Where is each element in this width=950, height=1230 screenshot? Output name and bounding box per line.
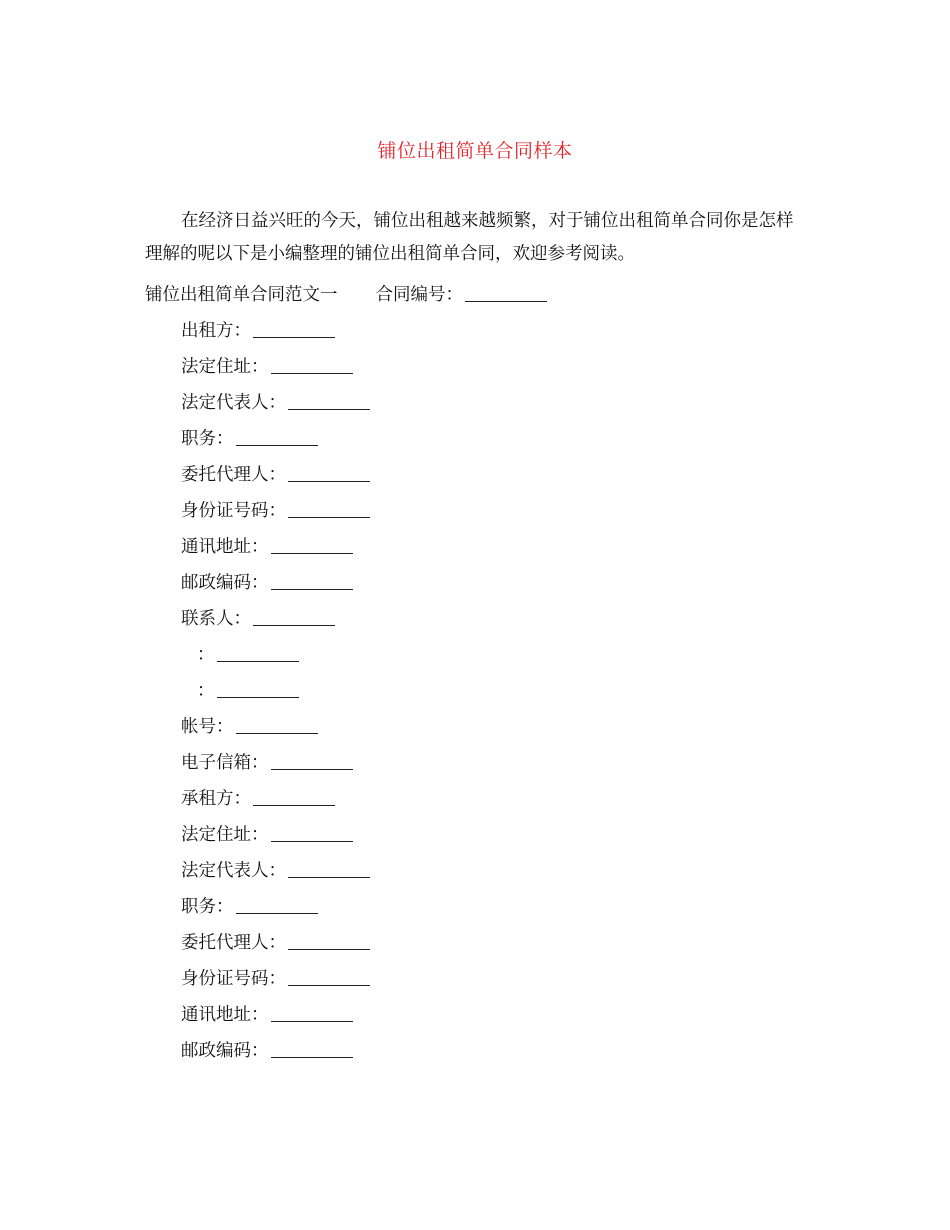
field-blank-line	[271, 1039, 353, 1058]
field-label: 通讯地址：	[181, 1005, 269, 1025]
field-label: 邮政编码：	[181, 1041, 269, 1061]
field-label: 法定住址：	[181, 357, 269, 377]
field-label: 身份证号码：	[181, 501, 286, 521]
party-fields-list	[181, 316, 370, 1072]
field-label: 帐号：	[181, 717, 234, 737]
field-label: 身份证号码：	[181, 969, 286, 989]
form-field-row	[181, 604, 370, 640]
form-field-row	[181, 928, 370, 964]
form-field-row	[181, 316, 370, 352]
form-field-row	[181, 1036, 370, 1072]
form-field-row	[181, 820, 370, 856]
form-field-row	[181, 784, 370, 820]
form-field-row	[181, 532, 370, 568]
form-field-row	[181, 640, 370, 676]
field-label: 承租方：	[181, 789, 251, 809]
sample-heading: 铺位出租简单合同范文一	[145, 285, 338, 305]
form-field-row	[181, 676, 370, 712]
field-blank-line	[288, 391, 370, 410]
field-blank-line	[253, 607, 335, 626]
field-blank-line	[271, 823, 353, 842]
field-blank-line	[236, 895, 318, 914]
field-label: 委托代理人：	[181, 933, 286, 953]
field-label: 职务：	[181, 897, 234, 917]
form-field-row	[181, 424, 370, 460]
field-label: ：	[197, 645, 215, 665]
field-label: 法定住址：	[181, 825, 269, 845]
field-blank-line	[288, 931, 370, 950]
field-blank-line	[271, 571, 353, 590]
field-blank-line	[288, 859, 370, 878]
form-field-row	[181, 352, 370, 388]
field-blank-line	[288, 463, 370, 482]
form-field-row	[181, 964, 370, 1000]
field-blank-line	[217, 643, 299, 662]
field-blank-line	[288, 967, 370, 986]
form-field-row	[181, 856, 370, 892]
field-blank-line	[271, 355, 353, 374]
field-label: 邮政编码：	[181, 573, 269, 593]
sample-heading-line	[145, 280, 547, 310]
field-blank-line	[288, 499, 370, 518]
field-blank-line	[253, 319, 335, 338]
form-field-row	[181, 568, 370, 604]
field-label: 出租方：	[181, 321, 251, 341]
field-blank-line	[253, 787, 335, 806]
form-field-row	[181, 892, 370, 928]
field-blank-line	[236, 427, 318, 446]
contract-number-label: 合同编号：	[375, 285, 463, 305]
field-label: 电子信箱：	[181, 753, 269, 773]
form-field-row	[181, 460, 370, 496]
field-blank-line	[236, 715, 318, 734]
field-label: 委托代理人：	[181, 465, 286, 485]
document-title: 铺位出租简单合同样本	[377, 140, 573, 162]
field-label: 法定代表人：	[181, 861, 286, 881]
field-blank-line	[271, 535, 353, 554]
field-label: 职务：	[181, 429, 234, 449]
field-blank-line	[217, 679, 299, 698]
field-label: ：	[197, 681, 215, 701]
field-label: 法定代表人：	[181, 393, 286, 413]
field-label: 通讯地址：	[181, 537, 269, 557]
field-label: 联系人：	[181, 609, 251, 629]
form-field-row	[181, 388, 370, 424]
contract-number-blank	[465, 283, 547, 302]
field-blank-line	[271, 1003, 353, 1022]
field-blank-line	[271, 751, 353, 770]
form-field-row	[181, 748, 370, 784]
intro-paragraph: 在经济日益兴旺的今天，铺位出租越来越频繁，对于铺位出租简单合同你是怎样理解的呢以下是小编整理的铺位出租简单合同，欢迎参考阅读。	[145, 211, 794, 264]
form-field-row	[181, 712, 370, 748]
form-field-row	[181, 1000, 370, 1036]
form-field-row	[181, 496, 370, 532]
